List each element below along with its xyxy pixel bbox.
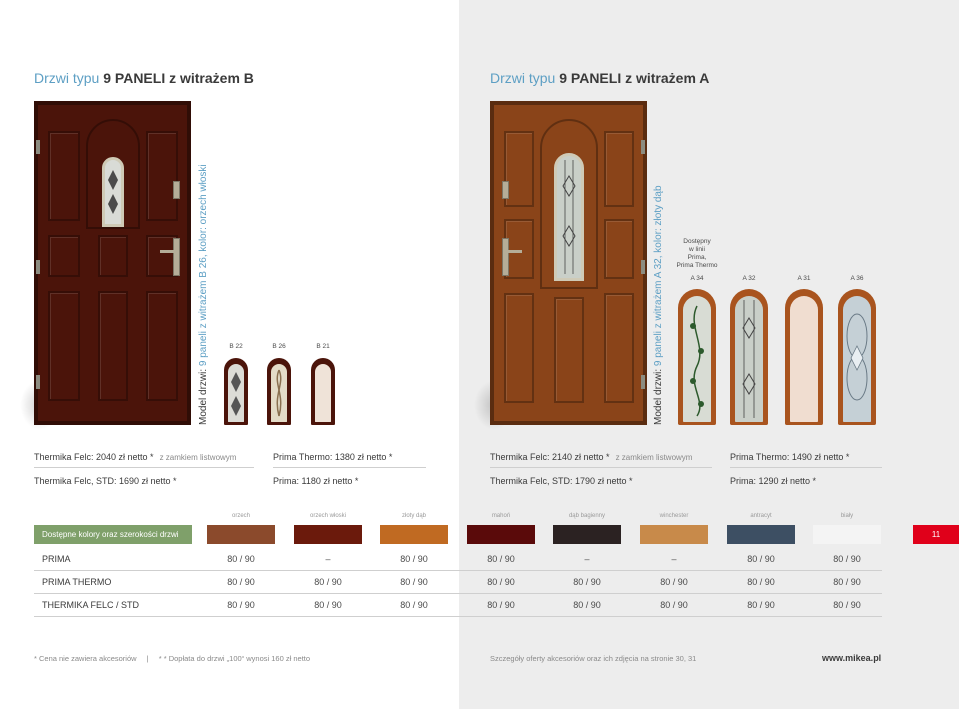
lock-plate xyxy=(173,181,180,199)
color-label: orzech włoski xyxy=(309,513,346,519)
glass-option-label: B 21 xyxy=(316,343,330,350)
lock-plate xyxy=(502,181,509,199)
price-thermika-felc-a xyxy=(490,452,692,462)
availability-line: w linii xyxy=(689,246,705,253)
availability-line: Dostępny xyxy=(683,238,711,245)
table-cell: 80 / 90 xyxy=(314,577,342,587)
right-model-caption xyxy=(653,185,664,425)
hinge xyxy=(36,375,40,389)
handle-plate xyxy=(173,238,180,276)
lock-note: z zamkiem listwowym xyxy=(159,453,237,462)
table-cell: 80 / 90 xyxy=(833,577,861,587)
row-label-prima: PRIMA xyxy=(42,554,71,564)
door-panel xyxy=(146,291,178,401)
availability-line: Prima Thermo xyxy=(676,262,718,269)
color-swatch-mahon[interactable] xyxy=(467,525,535,544)
color-label: złoty dąb xyxy=(401,513,426,519)
model-label: Model drzwi: xyxy=(653,366,664,425)
table-cell: 80 / 90 xyxy=(747,554,775,564)
glass-pattern xyxy=(105,160,121,224)
glass-option-a36[interactable] xyxy=(838,289,876,425)
glass-option-a34[interactable] xyxy=(678,289,716,425)
footer-note-price xyxy=(34,654,310,663)
table-cell: 80 / 90 xyxy=(314,600,342,610)
left-title-prefix: Drzwi typu xyxy=(34,70,104,86)
glass-option-b26[interactable] xyxy=(267,358,291,425)
table-cell: 80 / 90 xyxy=(227,577,255,587)
table-cell: 80 / 90 xyxy=(227,554,255,564)
door-panel xyxy=(48,235,80,277)
color-swatch-dab-bagienny[interactable] xyxy=(553,525,621,544)
table-cell: – xyxy=(671,554,677,564)
table-cell: 80 / 90 xyxy=(487,600,515,610)
footer-note-2: * * Dopłata do drzwi „100“ wynosi 160 zł netto xyxy=(158,654,311,663)
door-handle xyxy=(504,250,522,253)
footer-note-1: * Cena nie zawiera akcesoriów xyxy=(34,654,137,663)
color-label: orzech xyxy=(231,513,250,519)
glass-option-b22[interactable] xyxy=(224,358,248,425)
color-swatch-orzech[interactable] xyxy=(207,525,275,544)
color-label: antracyt xyxy=(750,513,772,519)
glass-option-label: A 36 xyxy=(850,275,864,282)
glass-option-label: A 31 xyxy=(797,275,811,282)
availability-note xyxy=(670,238,724,270)
glass-option-label: B 26 xyxy=(272,343,286,350)
hinge xyxy=(36,140,40,154)
lock-note: z zamkiem listwowym xyxy=(615,453,693,462)
door-panel xyxy=(504,293,534,403)
table-divider xyxy=(34,616,882,617)
footer-offer-note: Szczegóły oferty akcesoriów oraz ich zdjęcia na stronie 30, 31 xyxy=(490,654,697,663)
hinge xyxy=(36,260,40,274)
right-title-prefix: Drzwi typu xyxy=(490,70,560,86)
price-prima-a: Prima: 1290 zł netto * xyxy=(730,476,817,486)
table-cell: 80 / 90 xyxy=(747,577,775,587)
table-cell: 80 / 90 xyxy=(573,600,601,610)
table-cell: 80 / 90 xyxy=(400,554,428,564)
color-swatch-zloty-dab[interactable] xyxy=(380,525,448,544)
price-text: Thermika Felc: 2140 zł netto * xyxy=(490,452,610,462)
hinge xyxy=(641,375,645,389)
model-text: 9 paneli z witrażem A 32, kolor: złoty dąb xyxy=(653,185,664,367)
color-label: dąb bagienny xyxy=(568,513,606,519)
glass-option-label: A 32 xyxy=(742,275,756,282)
table-divider xyxy=(34,570,882,571)
colors-table-label: Dostępne kolory oraz szerokości drzwi xyxy=(34,525,192,544)
color-label: winchester xyxy=(659,513,689,519)
color-swatch-orzech-wloski[interactable] xyxy=(294,525,362,544)
left-title xyxy=(34,70,254,86)
door-handle xyxy=(160,250,178,253)
right-title xyxy=(490,70,709,86)
door-glass xyxy=(102,157,124,227)
divider xyxy=(34,467,254,468)
glass-option-a31[interactable] xyxy=(785,289,823,425)
handle-plate xyxy=(502,238,509,276)
right-title-bold: 9 PANELI z witrażem A xyxy=(559,70,710,86)
availability-line: Prima, xyxy=(687,254,707,261)
model-text: 9 paneli z witrażem B 26, kolor: orzech włoski xyxy=(198,164,209,367)
left-model-caption xyxy=(198,164,209,425)
price-thermika-felc-b xyxy=(34,452,236,462)
door-panel xyxy=(48,131,80,221)
table-cell: 80 / 90 xyxy=(487,577,515,587)
glass-option-label: B 22 xyxy=(229,343,243,350)
door-panel xyxy=(554,297,584,403)
door-panel xyxy=(98,235,128,277)
divider xyxy=(273,467,426,468)
hinge xyxy=(641,140,645,154)
table-divider xyxy=(34,593,882,594)
divider xyxy=(490,467,712,468)
glass-pattern xyxy=(557,156,581,278)
door-panel xyxy=(146,131,178,221)
table-cell: 80 / 90 xyxy=(833,554,861,564)
glass-option-label: A 34 xyxy=(690,275,704,282)
color-swatch-antracyt[interactable] xyxy=(727,525,795,544)
footer-separator: | xyxy=(146,654,149,663)
glass-option-b21[interactable] xyxy=(311,358,335,425)
color-label: mahoń xyxy=(491,513,511,519)
website-link[interactable]: www.mikea.pl xyxy=(822,653,882,663)
color-label: biały xyxy=(840,513,854,519)
door-image-9-panel-b xyxy=(34,101,191,425)
page-number: 11 xyxy=(913,525,959,544)
door-panel xyxy=(604,131,634,207)
table-cell: – xyxy=(584,554,590,564)
row-label-prima-thermo: PRIMA THERMO xyxy=(42,577,112,587)
price-prima-thermo-a: Prima Thermo: 1490 zł netto * xyxy=(730,452,850,462)
color-swatch-winchester[interactable] xyxy=(640,525,708,544)
table-cell: – xyxy=(325,554,331,564)
door-glass xyxy=(554,153,584,281)
left-title-bold: 9 PANELI z witrażem B xyxy=(103,70,254,86)
table-cell: 80 / 90 xyxy=(573,577,601,587)
table-cell: 80 / 90 xyxy=(747,600,775,610)
color-swatch-bialy[interactable] xyxy=(813,525,881,544)
row-label-thermika-felc-std: THERMIKA FELC / STD xyxy=(42,600,140,610)
price-prima-thermo-b: Prima Thermo: 1380 zł netto * xyxy=(273,452,393,462)
table-cell: 80 / 90 xyxy=(833,600,861,610)
door-image-9-panel-a xyxy=(490,101,647,425)
model-label: Model drzwi: xyxy=(198,366,209,425)
table-cell: 80 / 90 xyxy=(400,600,428,610)
table-cell: 80 / 90 xyxy=(400,577,428,587)
table-cell: 80 / 90 xyxy=(660,577,688,587)
hinge xyxy=(641,260,645,274)
price-prima-b: Prima: 1180 zł netto * xyxy=(273,476,359,486)
glass-option-a32[interactable] xyxy=(730,289,768,425)
door-panel xyxy=(48,291,80,401)
price-text: Thermika Felc: 2040 zł netto * xyxy=(34,452,154,462)
price-thermika-std-a: Thermika Felc, STD: 1790 zł netto * xyxy=(490,476,633,486)
table-cell: 80 / 90 xyxy=(227,600,255,610)
divider xyxy=(730,467,882,468)
door-panel xyxy=(604,293,634,403)
price-thermika-std-b: Thermika Felc, STD: 1690 zł netto * xyxy=(34,476,177,486)
door-panel xyxy=(604,219,634,279)
table-cell: 80 / 90 xyxy=(487,554,515,564)
door-panel xyxy=(98,291,128,401)
table-cell: 80 / 90 xyxy=(660,600,688,610)
